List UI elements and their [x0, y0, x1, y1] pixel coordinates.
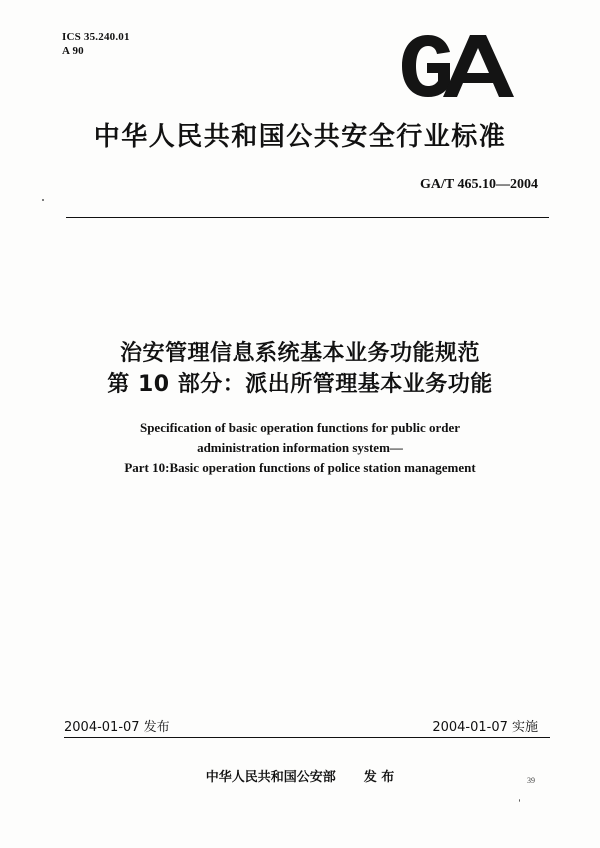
publisher-action: 发 布 [363, 770, 395, 785]
classification-codes [62, 30, 130, 58]
standard-number: GA/T 465.10—2004 [420, 177, 538, 192]
footer-divider [64, 737, 550, 738]
standard-category-title: 中华人民共和国公共安全行业标准 [93, 122, 507, 152]
publisher-organization: 中华人民共和国公安部 [205, 770, 336, 785]
ga-logo [398, 33, 516, 99]
scan-speck [42, 199, 44, 201]
page-number: 39 [527, 776, 535, 785]
ccs-code: A 90 [62, 45, 84, 57]
implementation-date: 2004-01-07 实施 [432, 720, 538, 735]
ics-code: ICS 35.240.01 [62, 31, 130, 43]
title-english-line-2: administration information system— [197, 440, 403, 455]
ga-logo-a-shape [443, 35, 514, 97]
title-english-line-1: Specification of basic operation functions for public order [139, 420, 461, 435]
issue-date: 2004-01-07 发布 [64, 720, 170, 735]
header-divider [66, 217, 549, 218]
publisher-line [0, 766, 600, 785]
scan-speck [519, 799, 520, 802]
title-chinese-line-2: 第 10 部分：派出所管理基本业务功能 [107, 372, 493, 397]
title-chinese-line-1: 治安管理信息系统基本业务功能规范 [119, 341, 480, 366]
ga-logo-g-shape [402, 35, 450, 97]
title-english-line-3: Part 10:Basic operation functions of police station management [124, 460, 476, 475]
